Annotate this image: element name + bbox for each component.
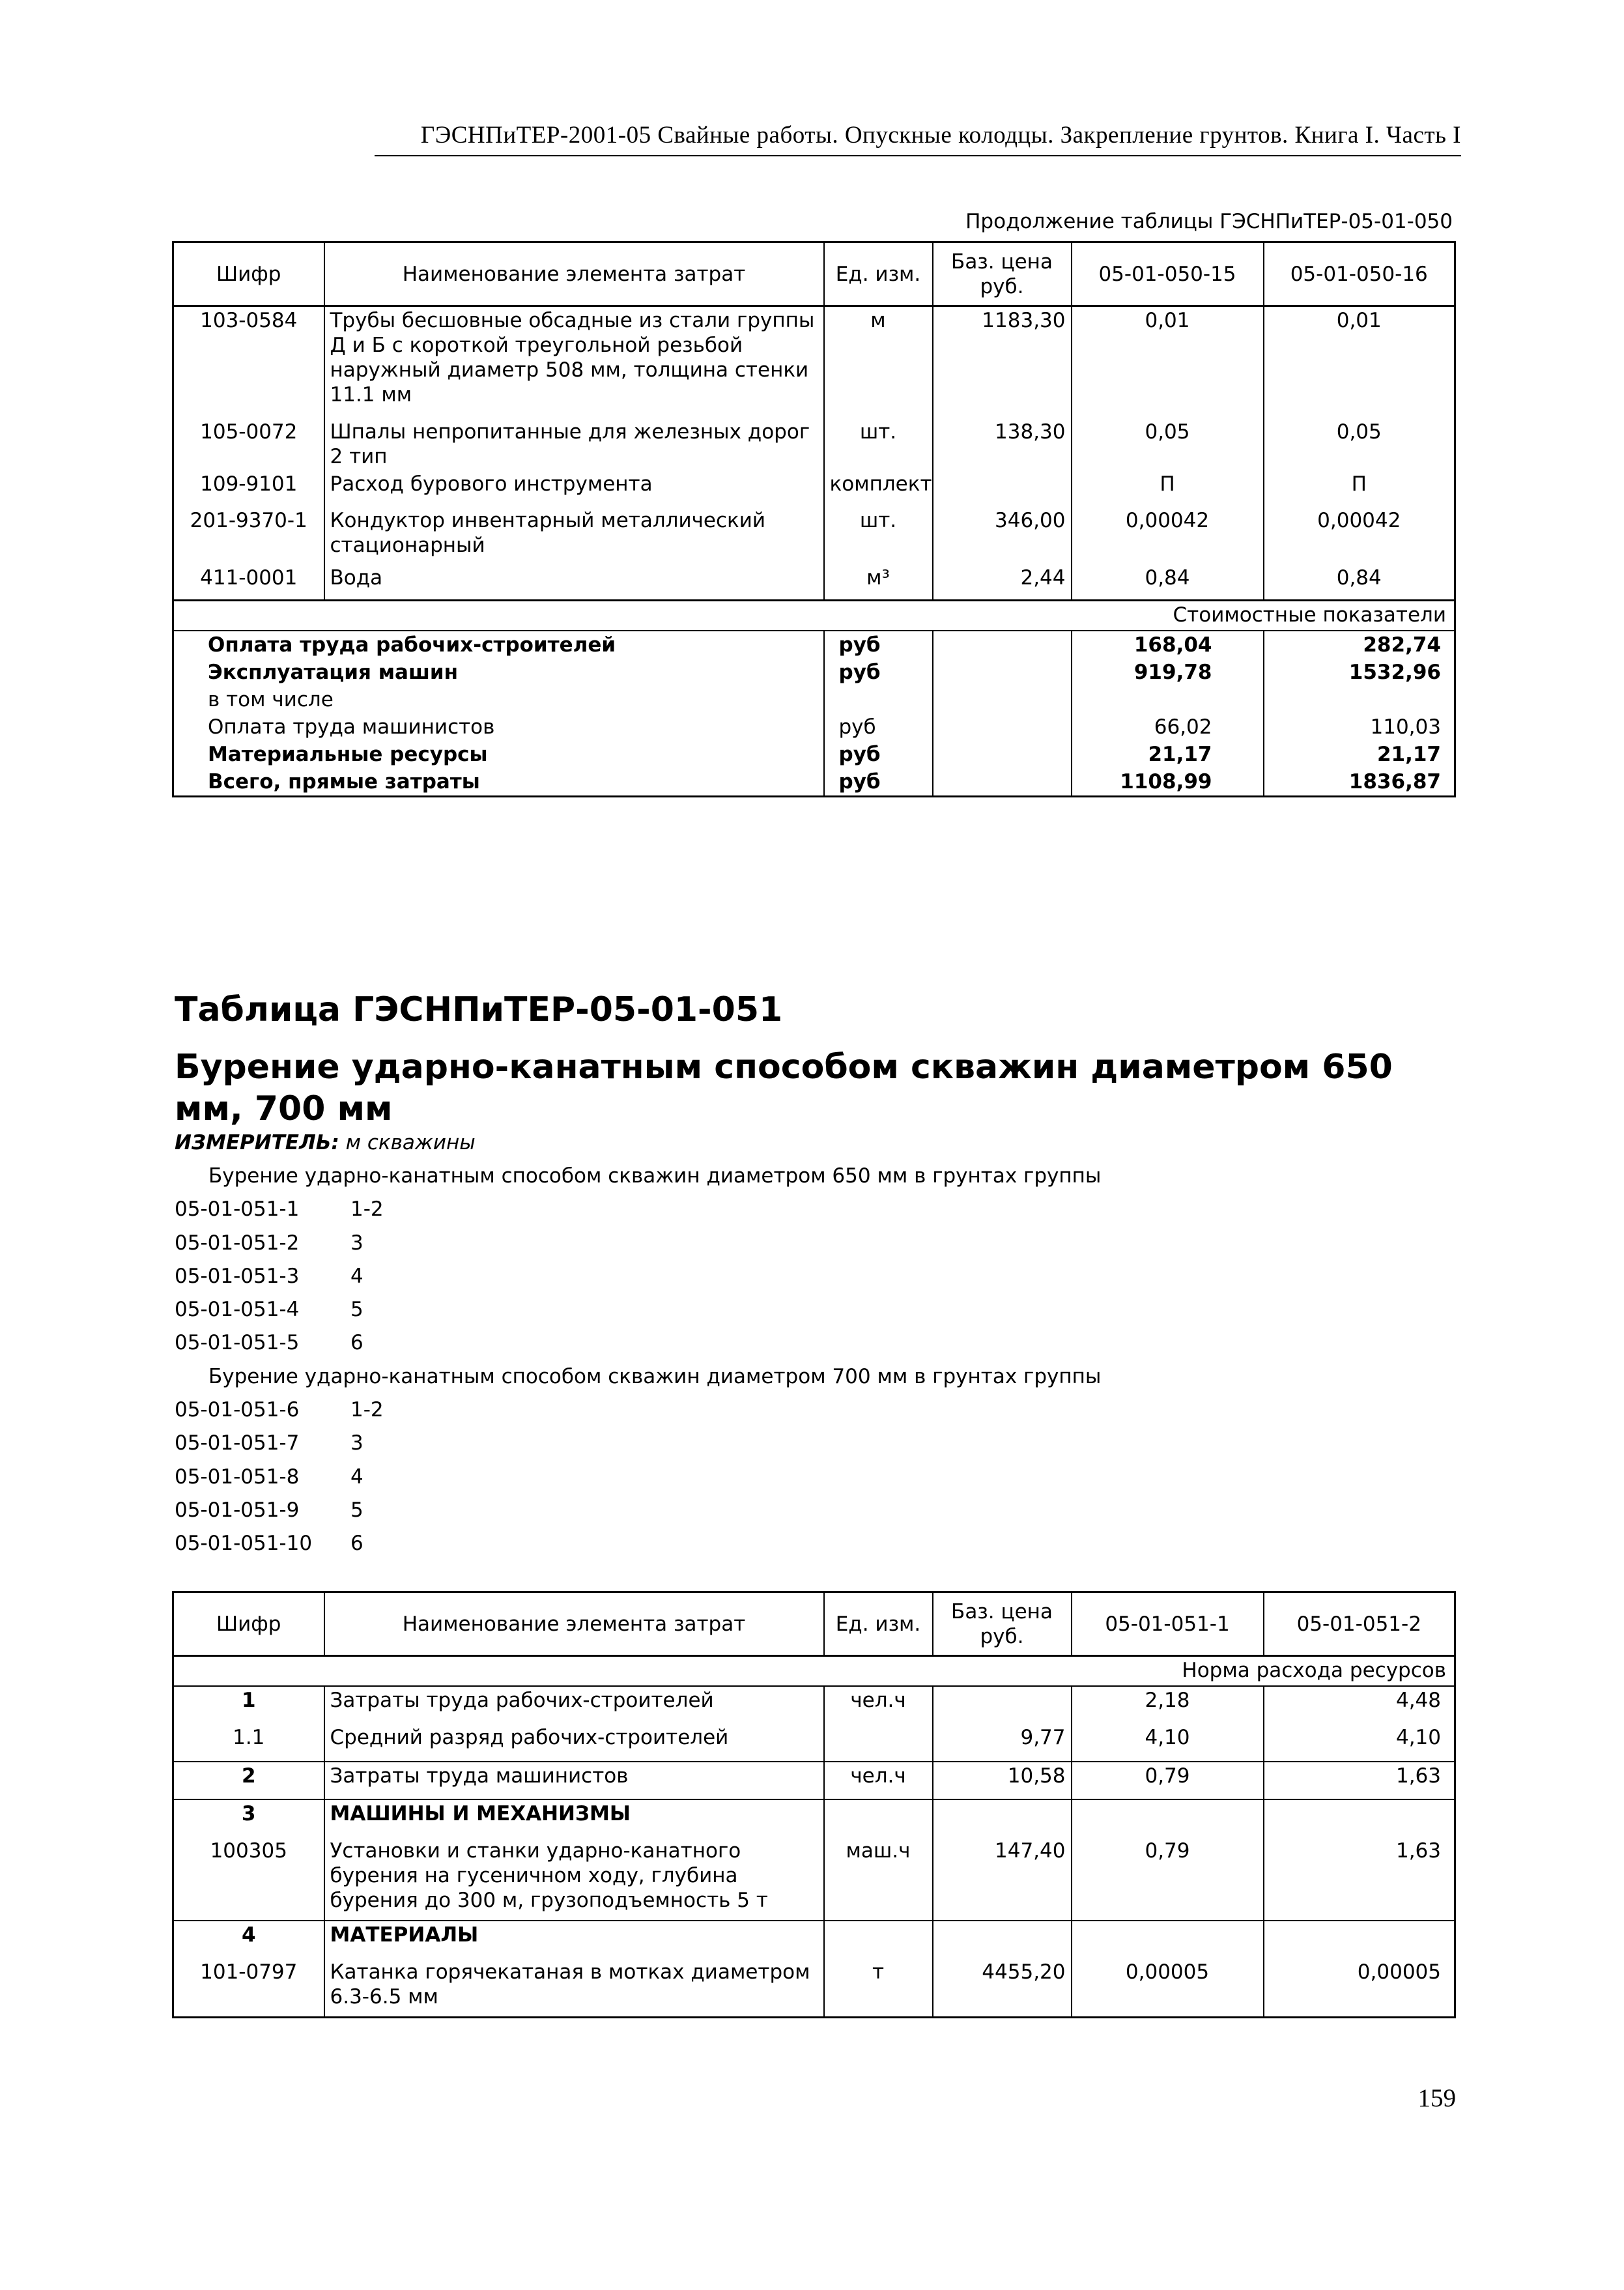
cost-unit: руб bbox=[824, 713, 933, 741]
cost-unit bbox=[824, 686, 933, 713]
table-row bbox=[173, 1724, 1455, 1762]
row-name: Затраты труда машинистов bbox=[324, 1762, 824, 1799]
code-line bbox=[175, 1461, 1101, 1494]
table-row bbox=[173, 1958, 1455, 2017]
row-code: 411-0001 bbox=[173, 564, 324, 601]
cost-row bbox=[173, 631, 1455, 659]
row-value: 1,63 bbox=[1264, 1837, 1455, 1921]
row-unit: м bbox=[824, 306, 933, 418]
row-name: Кондуктор инвентарный металлический стационарный bbox=[324, 507, 824, 564]
code: 05-01-051-6 bbox=[175, 1398, 300, 1422]
norm-header: Норма расхода ресурсов bbox=[173, 1656, 1455, 1687]
table-row bbox=[173, 507, 1455, 564]
row-price: 1183,30 bbox=[933, 306, 1072, 418]
col-header: Баз. цена руб. bbox=[933, 1592, 1072, 1656]
row-value: 4,10 bbox=[1072, 1724, 1264, 1762]
code: 05-01-051-9 bbox=[175, 1498, 300, 1522]
running-header: ГЭСНПиТЕР-2001-05 Свайные работы. Опускные колодцы. Закрепление грунтов. Книга I. Часть I bbox=[420, 122, 1461, 149]
row-value: 4,10 bbox=[1264, 1724, 1455, 1762]
soil-group: 3 bbox=[350, 1431, 363, 1455]
row-price bbox=[933, 1921, 1072, 1958]
col-header: Шифр bbox=[173, 242, 324, 306]
row-name: МАТЕРИАЛЫ bbox=[324, 1921, 824, 1958]
measure-value: м скважины bbox=[345, 1131, 476, 1154]
col-header: Наименование элемента затрат bbox=[324, 242, 824, 306]
table1-header-row bbox=[173, 242, 1455, 306]
soil-group: 4 bbox=[350, 1465, 363, 1489]
cost-value: 110,03 bbox=[1264, 713, 1455, 741]
cost-value: 1836,87 bbox=[1264, 768, 1455, 797]
row-price: 138,30 bbox=[933, 418, 1072, 470]
code: 05-01-051-4 bbox=[175, 1298, 300, 1322]
row-value: 0,84 bbox=[1264, 564, 1455, 601]
row-value bbox=[1264, 1799, 1455, 1837]
row-value: П bbox=[1072, 470, 1264, 507]
norm-header-row bbox=[173, 1656, 1455, 1687]
row-value: 0,79 bbox=[1072, 1837, 1264, 1921]
row-unit bbox=[824, 1724, 933, 1762]
row-code: 109-9101 bbox=[173, 470, 324, 507]
cost-value: 1532,96 bbox=[1264, 659, 1455, 686]
row-code: 1 bbox=[173, 1686, 324, 1724]
row-code: 3 bbox=[173, 1799, 324, 1837]
cost-value: 1108,99 bbox=[1072, 768, 1264, 797]
table-title: Таблица ГЭСНПиТЕР-05-01-051 bbox=[175, 990, 783, 1029]
row-value: 0,05 bbox=[1072, 418, 1264, 470]
row-value bbox=[1072, 1799, 1264, 1837]
table-row bbox=[173, 564, 1455, 601]
row-code: 1.1 bbox=[173, 1724, 324, 1762]
row-value: 2,18 bbox=[1072, 1686, 1264, 1724]
table2 bbox=[172, 1591, 1456, 2018]
code-line bbox=[175, 1494, 1101, 1527]
code: 05-01-051-2 bbox=[175, 1231, 300, 1255]
cost-row bbox=[173, 713, 1455, 741]
code-line bbox=[175, 1427, 1101, 1460]
row-value: 0,00005 bbox=[1264, 1958, 1455, 2017]
table1 bbox=[172, 241, 1456, 797]
col-header: 05-01-051-1 bbox=[1072, 1592, 1264, 1656]
table-row bbox=[173, 1837, 1455, 1921]
row-value: 0,00005 bbox=[1072, 1958, 1264, 2017]
table-row bbox=[173, 306, 1455, 418]
table-subtitle: Бурение ударно-канатным способом скважин диаметром 650 мм, 700 мм bbox=[175, 1048, 1393, 1128]
row-price: 4455,20 bbox=[933, 1958, 1072, 2017]
soil-group: 4 bbox=[350, 1264, 363, 1288]
col-header: 05-01-051-2 bbox=[1264, 1592, 1455, 1656]
code: 05-01-051-8 bbox=[175, 1465, 300, 1489]
cost-header: Стоимостные показатели bbox=[173, 601, 1455, 631]
col-header: Ед. изм. bbox=[824, 1592, 933, 1656]
soil-group: 1-2 bbox=[350, 1398, 384, 1422]
page-number: 159 bbox=[1417, 2084, 1456, 2112]
row-unit bbox=[824, 1921, 933, 1958]
header-rule bbox=[375, 155, 1461, 156]
table-row bbox=[173, 1921, 1455, 1958]
row-name: Расход бурового инструмента bbox=[324, 470, 824, 507]
cost-price bbox=[933, 686, 1072, 713]
cost-name: Эксплуатация машин bbox=[173, 659, 824, 686]
row-unit: шт. bbox=[824, 418, 933, 470]
group-description: Бурение ударно-канатным способом скважин диаметром 650 мм в грунтах группы bbox=[208, 1164, 1102, 1188]
measure-label: ИЗМЕРИТЕЛЬ: bbox=[175, 1131, 339, 1154]
row-name: Затраты труда рабочих-строителей bbox=[324, 1686, 824, 1724]
cost-name: Оплата труда машинистов bbox=[173, 713, 824, 741]
row-code: 2 bbox=[173, 1762, 324, 1799]
col-header: Наименование элемента затрат bbox=[324, 1592, 824, 1656]
cost-value: 282,74 bbox=[1264, 631, 1455, 659]
cost-value: 919,78 bbox=[1072, 659, 1264, 686]
row-price: 10,58 bbox=[933, 1762, 1072, 1799]
code: 05-01-051-10 bbox=[175, 1532, 313, 1556]
col-header: Ед. изм. bbox=[824, 242, 933, 306]
row-value bbox=[1264, 1921, 1455, 1958]
row-value: 4,48 bbox=[1264, 1686, 1455, 1724]
cost-price bbox=[933, 741, 1072, 768]
soil-group: 3 bbox=[350, 1231, 363, 1255]
cost-value bbox=[1264, 686, 1455, 713]
row-price bbox=[933, 1686, 1072, 1724]
row-value: 0,79 bbox=[1072, 1762, 1264, 1799]
row-price bbox=[933, 1799, 1072, 1837]
row-name: Установки и станки ударно-канатного бурения на гусеничном ходу, глубина бурения до 300 м, грузоподъемность 5 т bbox=[324, 1837, 824, 1921]
table1-caption: Продолжение таблицы ГЭСНПиТЕР-05-01-050 bbox=[965, 210, 1453, 233]
cost-row bbox=[173, 741, 1455, 768]
soil-group: 1-2 bbox=[350, 1197, 384, 1222]
cost-name: в том числе bbox=[173, 686, 824, 713]
row-code: 100305 bbox=[173, 1837, 324, 1921]
cost-row bbox=[173, 659, 1455, 686]
row-code: 4 bbox=[173, 1921, 324, 1958]
table-row bbox=[173, 470, 1455, 507]
measure-line bbox=[175, 1131, 476, 1154]
col-header: Баз. цена руб. bbox=[933, 242, 1072, 306]
row-name: Шпалы непропитанные для железных дорог 2 тип bbox=[324, 418, 824, 470]
row-unit: комплект bbox=[824, 470, 933, 507]
row-name: Катанка горячекатаная в мотках диаметром 6.3-6.5 мм bbox=[324, 1958, 824, 2017]
row-value: 0,01 bbox=[1072, 306, 1264, 418]
table2-header-row bbox=[173, 1592, 1455, 1656]
row-value: 0,00042 bbox=[1264, 507, 1455, 564]
cost-value: 168,04 bbox=[1072, 631, 1264, 659]
group-description: Бурение ударно-канатным способом скважин диаметром 700 мм в грунтах группы bbox=[208, 1364, 1102, 1388]
row-price: 346,00 bbox=[933, 507, 1072, 564]
soil-group: 5 bbox=[350, 1498, 363, 1522]
cost-price bbox=[933, 659, 1072, 686]
row-unit: маш.ч bbox=[824, 1837, 933, 1921]
row-code: 105-0072 bbox=[173, 418, 324, 470]
row-name: МАШИНЫ И МЕХАНИЗМЫ bbox=[324, 1799, 824, 1837]
cost-unit: руб bbox=[824, 741, 933, 768]
cost-name: Оплата труда рабочих-строителей bbox=[173, 631, 824, 659]
table-row bbox=[173, 418, 1455, 470]
row-value: 0,01 bbox=[1264, 306, 1455, 418]
row-value bbox=[1072, 1921, 1264, 1958]
row-price: 9,77 bbox=[933, 1724, 1072, 1762]
row-price: 147,40 bbox=[933, 1837, 1072, 1921]
row-value: 0,05 bbox=[1264, 418, 1455, 470]
cost-row bbox=[173, 768, 1455, 797]
row-value: 0,84 bbox=[1072, 564, 1264, 601]
row-price: 2,44 bbox=[933, 564, 1072, 601]
cost-price bbox=[933, 631, 1072, 659]
cost-value: 21,17 bbox=[1264, 741, 1455, 768]
cost-value: 66,02 bbox=[1072, 713, 1264, 741]
cost-unit: руб bbox=[824, 659, 933, 686]
code-line bbox=[175, 1260, 1101, 1293]
code: 05-01-051-5 bbox=[175, 1331, 300, 1355]
row-price bbox=[933, 470, 1072, 507]
cost-price bbox=[933, 713, 1072, 741]
code-line bbox=[175, 1193, 1101, 1226]
table-row bbox=[173, 1686, 1455, 1724]
cost-unit: руб bbox=[824, 768, 933, 797]
code-line bbox=[175, 1527, 1101, 1560]
code-line bbox=[175, 1394, 1101, 1427]
row-unit: чел.ч bbox=[824, 1762, 933, 1799]
row-code: 103-0584 bbox=[173, 306, 324, 418]
cost-header-row bbox=[173, 601, 1455, 631]
cost-row bbox=[173, 686, 1455, 713]
code: 05-01-051-7 bbox=[175, 1431, 300, 1455]
col-header: 05-01-050-15 bbox=[1072, 242, 1264, 306]
cost-value bbox=[1072, 686, 1264, 713]
code-line bbox=[175, 1293, 1101, 1326]
row-unit bbox=[824, 1799, 933, 1837]
code: 05-01-051-3 bbox=[175, 1264, 300, 1288]
cost-unit: руб bbox=[824, 631, 933, 659]
row-value: П bbox=[1264, 470, 1455, 507]
cost-value: 21,17 bbox=[1072, 741, 1264, 768]
code: 05-01-051-1 bbox=[175, 1197, 300, 1222]
col-header: Шифр bbox=[173, 1592, 324, 1656]
row-unit: м³ bbox=[824, 564, 933, 601]
col-header: 05-01-050-16 bbox=[1264, 242, 1455, 306]
code-line bbox=[175, 1227, 1101, 1260]
row-name: Трубы бесшовные обсадные из стали группы Д и Б с короткой треугольной резьбой наружный диаметр 508 мм, толщина стенки 11.1 мм bbox=[324, 306, 824, 418]
soil-group: 6 bbox=[350, 1532, 363, 1556]
row-unit: шт. bbox=[824, 507, 933, 564]
soil-group: 6 bbox=[350, 1331, 363, 1355]
code-list bbox=[175, 1160, 1101, 1561]
soil-group: 5 bbox=[350, 1298, 363, 1322]
cost-name: Материальные ресурсы bbox=[173, 741, 824, 768]
code-line bbox=[175, 1326, 1101, 1360]
table-row bbox=[173, 1762, 1455, 1799]
row-value: 0,00042 bbox=[1072, 507, 1264, 564]
row-code: 101-0797 bbox=[173, 1958, 324, 2017]
row-name: Средний разряд рабочих-строителей bbox=[324, 1724, 824, 1762]
cost-price bbox=[933, 768, 1072, 797]
row-unit: т bbox=[824, 1958, 933, 2017]
row-value: 1,63 bbox=[1264, 1762, 1455, 1799]
row-unit: чел.ч bbox=[824, 1686, 933, 1724]
row-name: Вода bbox=[324, 564, 824, 601]
row-code: 201-9370-1 bbox=[173, 507, 324, 564]
cost-name: Всего, прямые затраты bbox=[173, 768, 824, 797]
table-row bbox=[173, 1799, 1455, 1837]
